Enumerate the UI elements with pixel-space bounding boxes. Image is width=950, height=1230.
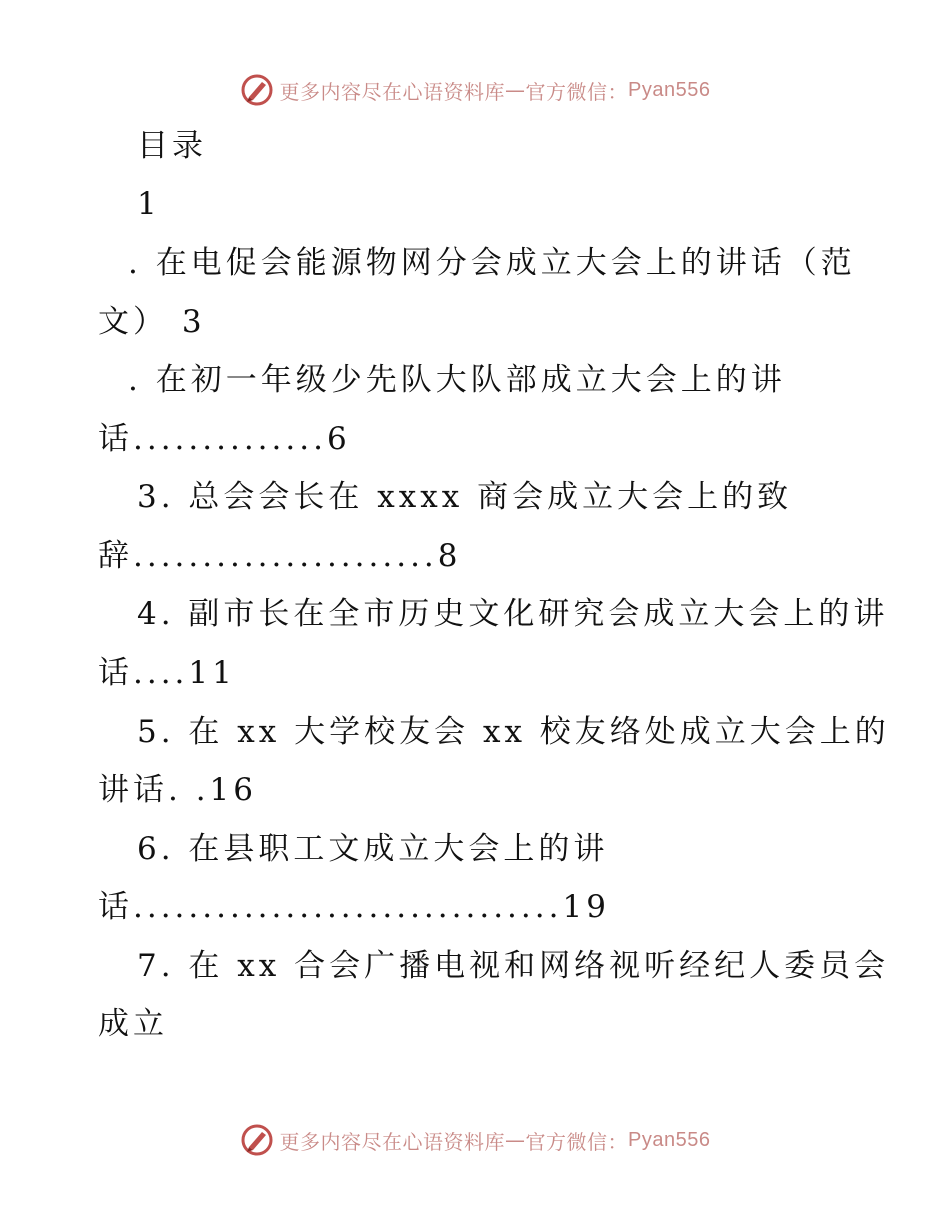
toc-line: 7. 在 xx 合会广播电视和网络视听经纪人委员会 <box>137 948 890 984</box>
toc-line: 话...............................19 <box>98 889 610 925</box>
toc-line: . 在电促会能源物网分会成立大会上的讲话（范 <box>128 245 856 281</box>
watermark-id: Pyan556 <box>628 78 711 101</box>
watermark-label: 官方微信： <box>525 79 629 104</box>
pen-logo-icon <box>240 1123 274 1157</box>
watermark-footer <box>0 1120 950 1160</box>
watermark-separator: — <box>505 78 526 102</box>
toc-line: 4. 副市长在全市历史文化研究会成立大会上的讲 <box>137 596 889 632</box>
toc-line: 5. 在 xx 大学校友会 xx 校友络处成立大会上的 <box>137 714 890 750</box>
toc-line: 1 <box>137 186 161 222</box>
pen-logo-icon <box>240 73 274 107</box>
watermark-text: 更多内容尽在心语资料库 <box>279 1129 506 1154</box>
toc-title: 目录 <box>137 128 207 164</box>
toc-line: 6. 在县职工文成立大会上的讲 <box>137 831 609 867</box>
watermark-header <box>0 70 950 110</box>
toc-line: 辞......................8 <box>98 538 462 574</box>
toc-line: 讲话. .16 <box>98 772 258 808</box>
toc-line: 话....11 <box>98 655 236 691</box>
toc-line: . 在初一年级少先队大队部成立大会上的讲 <box>128 362 786 398</box>
toc-line: 3. 总会会长在 xxxx 商会成立大会上的致 <box>137 479 793 515</box>
watermark-separator: — <box>505 1128 526 1152</box>
toc-line: 话..............6 <box>98 421 351 457</box>
watermark-label: 官方微信： <box>525 1129 629 1154</box>
watermark-id: Pyan556 <box>628 1128 711 1151</box>
toc-line: 成立 <box>98 1006 168 1042</box>
watermark-text: 更多内容尽在心语资料库 <box>279 79 506 104</box>
toc-line: 文） 3 <box>98 304 206 340</box>
